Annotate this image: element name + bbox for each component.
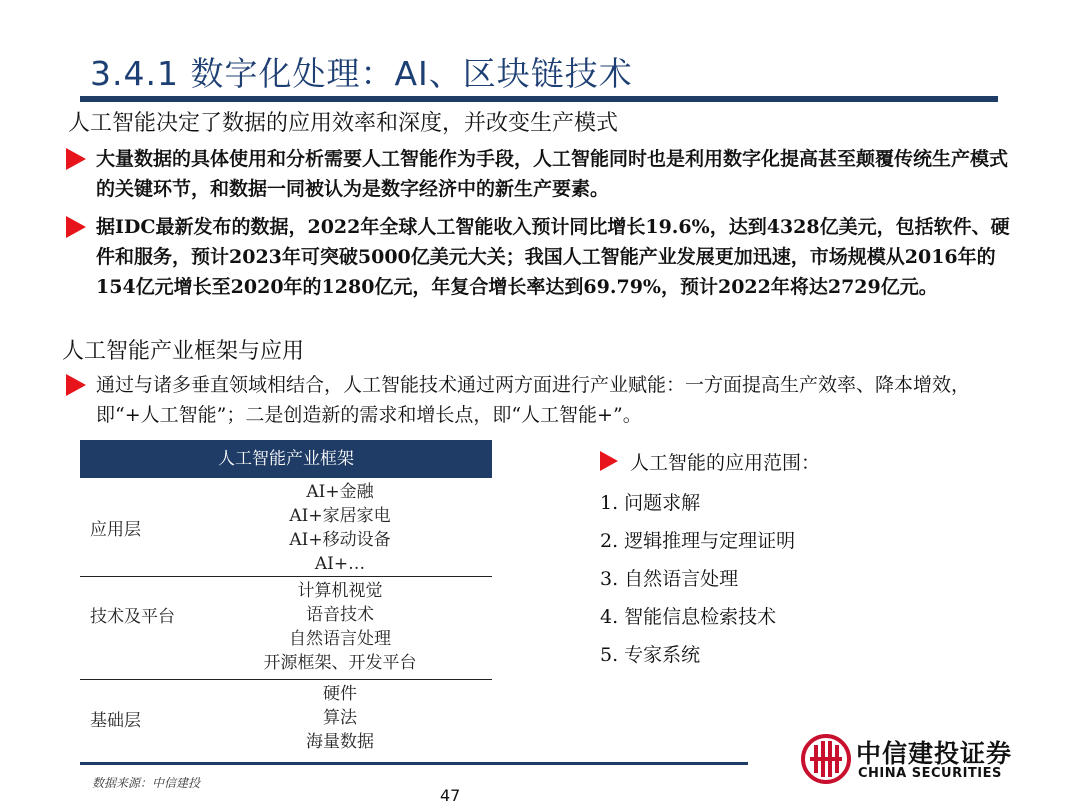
application-item: 1. 问题求解 — [600, 492, 701, 514]
row-item: 海量数据 — [306, 732, 374, 752]
arrow-bullet-icon — [66, 216, 86, 238]
arrow-bullet-icon — [600, 451, 618, 471]
application-item: 5. 专家系统 — [600, 644, 701, 666]
applications-heading — [600, 448, 820, 475]
footer-divider — [80, 762, 748, 765]
section-heading-2: 人工智能产业框架与应用 — [62, 339, 305, 364]
application-item: 4. 智能信息检索技术 — [600, 606, 777, 628]
row-item: 硬件 — [323, 684, 357, 704]
framework-table — [80, 440, 492, 758]
arrow-bullet-icon — [66, 148, 86, 170]
row-item: AI+… — [314, 554, 366, 574]
row-label: 基础层 — [90, 711, 141, 731]
row-item: 自然语言处理 — [289, 629, 391, 649]
bullet-1 — [66, 144, 1026, 204]
bullet-2-text: 据IDC最新发布的数据，2022年全球人工智能收入预计同比增长19.6%，达到4328亿美元，包括软件、硬件和服务，预计2023年可突破5000亿美元大关；我国人工智能产业发展更加迅速，市场规模从2016年的154亿元增长至2020年的1280亿元，年复合增长率达到69.79%，预计2022年将达2729亿元。 — [96, 216, 1010, 298]
row-item: AI+家居家电 — [289, 506, 391, 526]
page-title: 3.4.1 数字化处理：AI、区块链技术 — [90, 54, 633, 93]
row-item: 开源框架、开发平台 — [263, 653, 417, 673]
bullet-3 — [66, 370, 1026, 430]
application-item: 2. 逻辑推理与定理证明 — [600, 530, 796, 552]
row-item: AI+移动设备 — [289, 530, 391, 550]
logo-english-name: CHINA SECURITIES — [858, 766, 1002, 781]
row-item: 算法 — [323, 708, 357, 728]
bullet-2 — [66, 212, 1026, 302]
china-securities-logo-icon — [800, 733, 852, 785]
bullet-3-text: 通过与诸多垂直领域相结合，人工智能技术通过两方面进行产业赋能：一方面提高生产效率、降本增效，即“+人工智能”；二是创造新的需求和增长点，即“人工智能+”。 — [96, 374, 971, 426]
row-item: 语音技术 — [306, 605, 374, 625]
row-item: 计算机视觉 — [297, 581, 383, 601]
row-label: 技术及平台 — [90, 607, 175, 627]
row-item: AI+金融 — [306, 482, 374, 502]
framework-table-header: 人工智能产业框架 — [80, 440, 492, 478]
applications-title: 人工智能的应用范围： — [630, 452, 821, 474]
page-number: 47 — [440, 786, 461, 805]
table-row — [80, 577, 492, 680]
section-heading-1: 人工智能决定了数据的应用效率和深度，并改变生产模式 — [68, 111, 619, 136]
data-source: 数据来源：中信建投 — [92, 776, 201, 790]
logo-chinese-name: 中信建投证券 — [856, 739, 1013, 768]
row-label: 应用层 — [90, 520, 141, 540]
table-row — [80, 680, 492, 758]
bullet-1-text: 大量数据的具体使用和分析需要人工智能作为手段，人工智能同时也是利用数字化提高甚至颠覆传统生产模式的关键环节，和数据一同被认为是数字经济中的新生产要素。 — [96, 148, 1009, 200]
title-divider — [80, 96, 998, 102]
arrow-bullet-icon — [66, 374, 86, 396]
application-item: 3. 自然语言处理 — [600, 568, 739, 590]
table-row — [80, 478, 492, 577]
